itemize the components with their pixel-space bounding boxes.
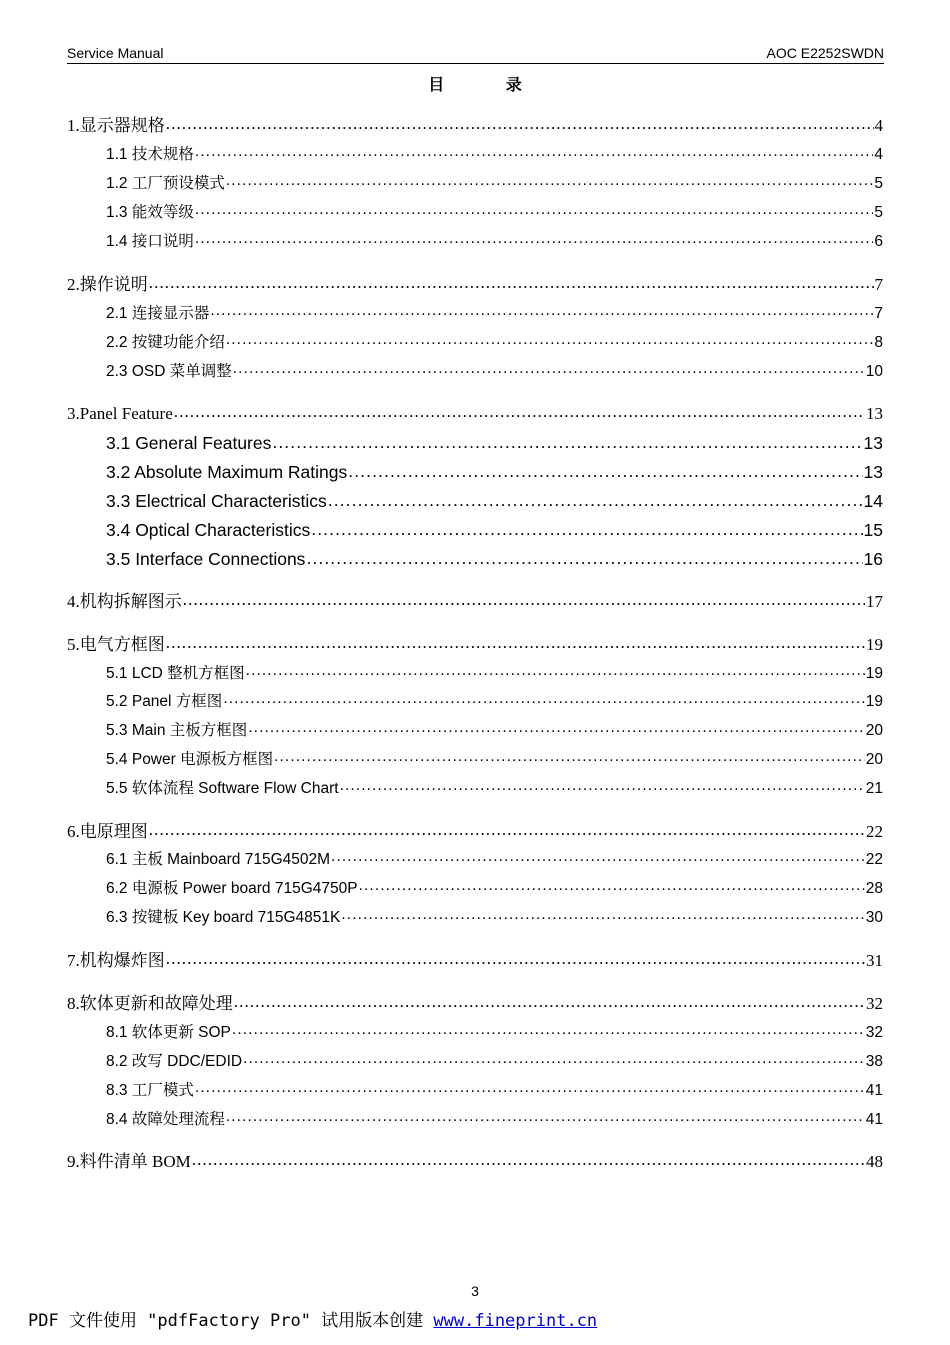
toc-entry[interactable] bbox=[106, 232, 883, 252]
toc-leader-dots bbox=[348, 464, 862, 478]
toc-entry-label: 3.4 Optical Characteristics bbox=[106, 520, 311, 540]
toc-entry-page: 7 bbox=[874, 305, 883, 322]
toc-leader-dots bbox=[274, 750, 865, 764]
toc-entry-page: 6 bbox=[874, 233, 883, 250]
toc-leader-dots bbox=[195, 1081, 865, 1095]
toc-entry-page: 19 bbox=[865, 693, 883, 710]
toc-entry[interactable] bbox=[106, 304, 883, 324]
toc-leader-dots bbox=[233, 362, 865, 376]
toc-leader-dots bbox=[195, 232, 874, 246]
toc-entry[interactable] bbox=[67, 951, 883, 971]
toc-leader-dots bbox=[166, 117, 874, 131]
toc-entry-page: 13 bbox=[863, 433, 883, 453]
toc-entry-page: 17 bbox=[866, 592, 883, 611]
toc-entry-page: 13 bbox=[866, 404, 883, 423]
toc-entry[interactable] bbox=[106, 333, 883, 353]
toc-entry-page: 14 bbox=[863, 491, 883, 511]
toc-entry-page: 21 bbox=[865, 780, 883, 797]
toc-entry[interactable] bbox=[67, 116, 883, 136]
toc-entry-page: 4 bbox=[874, 116, 883, 135]
toc-leader-dots bbox=[243, 1052, 865, 1066]
toc-entry-page: 32 bbox=[866, 994, 883, 1013]
toc-leader-dots bbox=[341, 908, 864, 922]
toc-entry-label: 4.机构拆解图示 bbox=[67, 592, 182, 611]
toc-leader-dots bbox=[306, 551, 862, 565]
toc-entry-page: 5 bbox=[874, 204, 883, 221]
toc-leader-dots bbox=[166, 952, 865, 966]
toc-leader-dots bbox=[246, 664, 865, 678]
toc-entry-page: 32 bbox=[865, 1024, 883, 1041]
toc-entry-label: 3.1 General Features bbox=[106, 433, 272, 453]
toc-entry-label: 2.1 连接显示器 bbox=[106, 305, 210, 322]
toc-entry-page: 7 bbox=[874, 275, 883, 294]
toc-leader-dots bbox=[311, 522, 862, 536]
toc-entry[interactable] bbox=[106, 145, 883, 165]
toc-entry-label: 5.2 Panel 方框图 bbox=[106, 693, 223, 710]
toc-entry-label: 8.4 故障处理流程 bbox=[106, 1111, 225, 1128]
toc-entry-page: 22 bbox=[865, 851, 883, 868]
toc-leader-dots bbox=[210, 304, 873, 318]
toc-entry-page: 19 bbox=[865, 665, 883, 682]
toc-entry[interactable] bbox=[106, 1052, 883, 1072]
footer-text: PDF 文件使用 "pdfFactory Pro" 试用版本创建 bbox=[28, 1311, 434, 1331]
toc-entry[interactable] bbox=[67, 404, 883, 424]
toc-leader-dots bbox=[331, 850, 865, 864]
toc-leader-dots bbox=[223, 692, 864, 706]
toc-entry[interactable] bbox=[67, 275, 883, 295]
toc-entry-label: 3.5 Interface Connections bbox=[106, 549, 306, 569]
toc-leader-dots bbox=[183, 593, 865, 607]
toc-entry-label: 5.3 Main 主板方框图 bbox=[106, 722, 248, 739]
toc-leader-dots bbox=[149, 823, 865, 837]
page-header bbox=[67, 44, 884, 64]
toc-entry-label: 9.料件清单 BOM bbox=[67, 1152, 191, 1171]
footer-link[interactable]: www.fineprint.cn bbox=[433, 1311, 598, 1331]
toc-entry-label: 6.1 主板 Mainboard 715G4502M bbox=[106, 851, 331, 868]
toc-entry-label: 6.2 电源板 Power board 715G4750P bbox=[106, 880, 358, 897]
toc-entry[interactable] bbox=[106, 491, 883, 511]
toc-entry-label: 3.2 Absolute Maximum Ratings bbox=[106, 462, 348, 482]
toc-entry-page: 20 bbox=[865, 722, 883, 739]
toc-entry-label: 3.3 Electrical Characteristics bbox=[106, 491, 327, 511]
toc-leader-dots bbox=[226, 333, 874, 347]
toc-entry-page: 22 bbox=[866, 822, 883, 841]
toc-entry[interactable] bbox=[106, 1110, 883, 1130]
toc-entry-page: 30 bbox=[865, 909, 883, 926]
toc-leader-dots bbox=[226, 174, 874, 188]
toc-entry-label: 2.3 OSD 菜单调整 bbox=[106, 363, 232, 380]
toc-entry-label: 1.1 技术规格 bbox=[106, 146, 194, 163]
toc-entry[interactable] bbox=[106, 879, 883, 899]
page-title: 目 录 bbox=[428, 75, 550, 94]
toc-entry[interactable] bbox=[67, 635, 883, 655]
toc-entry[interactable] bbox=[106, 908, 883, 928]
toc-entry-page: 38 bbox=[865, 1053, 883, 1070]
toc-leader-dots bbox=[174, 405, 865, 419]
toc-entry-page: 41 bbox=[865, 1082, 883, 1099]
toc-entry-page: 15 bbox=[863, 520, 883, 540]
toc-entry-label: 1.4 接口说明 bbox=[106, 233, 194, 250]
toc-entry-label: 1.2 工厂预设模式 bbox=[106, 175, 225, 192]
toc-entry[interactable] bbox=[106, 362, 883, 382]
toc-entry[interactable] bbox=[67, 592, 883, 612]
toc-entry[interactable] bbox=[106, 1023, 883, 1043]
toc-entry[interactable] bbox=[106, 750, 883, 770]
toc-leader-dots bbox=[340, 779, 865, 793]
toc-entry-page: 13 bbox=[863, 462, 883, 482]
toc-entry-label: 8.2 改写 DDC/EDID bbox=[106, 1053, 243, 1070]
toc-entry-page: 5 bbox=[874, 175, 883, 192]
toc-entry-label: 8.3 工厂模式 bbox=[106, 1082, 194, 1099]
toc-entry-label: 1.3 能效等级 bbox=[106, 204, 194, 221]
toc-entry-label: 6.电原理图 bbox=[67, 822, 148, 841]
toc-entry[interactable] bbox=[106, 664, 883, 684]
toc-entry-label: 8.软体更新和故障处理 bbox=[67, 994, 233, 1013]
toc-entry[interactable] bbox=[106, 850, 883, 870]
toc-leader-dots bbox=[195, 203, 874, 217]
toc-entry[interactable] bbox=[106, 174, 883, 194]
toc-entry-label: 6.3 按键板 Key board 715G4851K bbox=[106, 909, 341, 926]
toc-leader-dots bbox=[195, 145, 874, 159]
toc-entry-label: 2.2 按键功能介绍 bbox=[106, 334, 225, 351]
toc-entry[interactable] bbox=[106, 1081, 883, 1101]
toc-entry[interactable] bbox=[106, 721, 883, 741]
toc-leader-dots bbox=[328, 493, 863, 507]
toc-entry[interactable] bbox=[106, 433, 883, 453]
toc-entry-page: 41 bbox=[865, 1111, 883, 1128]
toc-leader-dots bbox=[166, 636, 865, 650]
header-right: AOC E2252SWDN bbox=[766, 45, 884, 61]
toc-entry-page: 20 bbox=[865, 751, 883, 768]
toc-entry-label: 7.机构爆炸图 bbox=[67, 951, 165, 970]
toc-leader-dots bbox=[232, 1023, 865, 1037]
toc-entry[interactable] bbox=[106, 462, 883, 482]
toc-entry-page: 8 bbox=[874, 334, 883, 351]
toc-entry[interactable] bbox=[106, 692, 883, 712]
toc-entry-page: 31 bbox=[866, 951, 883, 970]
toc-entry-label: 1.显示器规格 bbox=[67, 116, 165, 135]
toc-entry[interactable] bbox=[67, 822, 883, 842]
toc-leader-dots bbox=[272, 435, 862, 449]
toc-leader-dots bbox=[149, 276, 874, 290]
header-left: Service Manual bbox=[67, 45, 164, 61]
toc-leader-dots bbox=[359, 879, 865, 893]
toc-entry-page: 48 bbox=[866, 1152, 883, 1171]
toc-entry-page: 28 bbox=[865, 880, 883, 897]
toc-entry[interactable] bbox=[67, 994, 883, 1014]
toc-leader-dots bbox=[226, 1110, 865, 1124]
toc-entry-label: 8.1 软体更新 SOP bbox=[106, 1024, 231, 1041]
toc-entry-label: 5.1 LCD 整机方框图 bbox=[106, 665, 245, 682]
toc-entry[interactable] bbox=[106, 779, 883, 799]
toc-entry[interactable] bbox=[106, 549, 883, 569]
toc-entry-label: 2.操作说明 bbox=[67, 275, 148, 294]
toc-entry-page: 10 bbox=[865, 363, 883, 380]
toc-leader-dots bbox=[234, 995, 865, 1009]
page-number: 3 bbox=[471, 1283, 479, 1299]
toc-entry[interactable] bbox=[106, 203, 883, 223]
toc-leader-dots bbox=[248, 721, 864, 735]
toc-entry-label: 5.5 软体流程 Software Flow Chart bbox=[106, 780, 339, 797]
toc-entry[interactable] bbox=[106, 520, 883, 540]
toc-entry-label: 5.电气方框图 bbox=[67, 635, 165, 654]
toc-entry-label: 3.Panel Feature bbox=[67, 404, 173, 423]
toc-entry-label: 5.4 Power 电源板方框图 bbox=[106, 751, 274, 768]
toc-leader-dots bbox=[192, 1153, 865, 1167]
pdf-footer bbox=[28, 1306, 597, 1331]
toc-entry-page: 4 bbox=[874, 146, 883, 163]
toc-entry-page: 16 bbox=[863, 549, 883, 569]
toc-entry[interactable] bbox=[67, 1152, 883, 1172]
toc-entry-page: 19 bbox=[866, 635, 883, 654]
